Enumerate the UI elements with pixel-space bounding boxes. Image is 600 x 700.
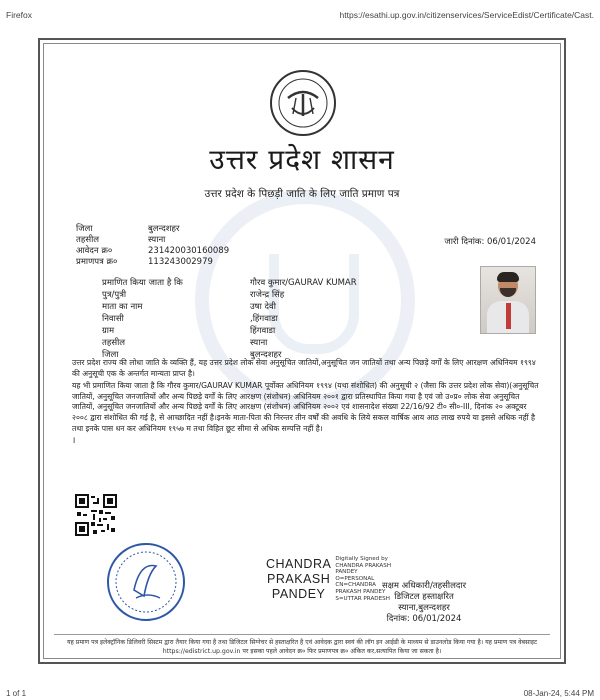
qr-code-icon (75, 494, 117, 536)
meta-label: तहसील (76, 235, 100, 245)
certificate-body (72, 358, 540, 447)
signature-detail-line: S=UTTAR PRADESH (335, 595, 390, 602)
signature-detail-line: PANDEY (335, 569, 358, 576)
person-row (102, 289, 400, 301)
person-details (102, 277, 400, 361)
officer-designation: सक्षम अधिकारी/तहसीलदार (382, 581, 467, 591)
meta-label: प्रमाणपत्र क्र० (76, 257, 118, 267)
person-value: उषा देवी (250, 302, 276, 312)
issuing-officer (382, 581, 466, 625)
certificate-subtitle: उत्तर प्रदेश के पिछड़ी जाति के लिए जाति प्रमाण पत्र (204, 188, 400, 200)
browser-url[interactable]: https://esathi.up.gov.in/citizenservices/ServiceEdist/Certificate/Cast. (339, 10, 594, 20)
signature-detail-line: CHANDRA PRAKASH (335, 562, 392, 569)
person-row (102, 301, 400, 313)
browser-name: Firefox (6, 10, 32, 20)
person-label: प्रमाणित किया जाता है कि (102, 278, 183, 288)
person-label: निवासी (102, 314, 124, 324)
person-label: ग्राम (102, 326, 115, 336)
body-end-mark: । (72, 436, 76, 447)
up-state-emblem-icon (268, 68, 338, 138)
person-label: पुत्र/पुत्री (102, 290, 127, 300)
person-value: स्याना (250, 338, 268, 348)
photo-hair (497, 272, 519, 282)
meta-label: आवेदन क्र० (76, 246, 113, 256)
certificate-frame (38, 38, 566, 664)
body-paragraph-declaration: यह भी प्रमाणित किया जाता है कि गौरव कुमार/GAURAV KUMAR पूर्वोक्त अधिनियम १९९४ (यथा संशोधित) की अनुसूची २ (जैसा कि उत्तर प्रदेश लोक सेवा)(अनुसूचित जातियों, अनुसूचित जनजातियों और अन्य पिछड़े वर्गों के लिए आरक्षण (संशोधन) अधिनियम २००१ द्वारा प्रतिस्थापित किया गया है एवं जो उ०प्र० लोक सेवा अनुसूचित जातियों, अनुसूचित जनजातियों और अन्य पिछड़े वर्गों के लिए आरक्षण (संशोधन) अधिनियम २००२ एवं शासनादेश संख्या 22/16/92 टी० सी०-III, दिनांक २० अक्टूबर २००८ द्वारा संशोधित की गई है, से आच्छादित नहीं है।इनके माता-पिता की निरन्तर तीन वर्षों की अवधि के लिये सकल वार्षिक आय आठ लाख रुपये या इससे अधिक नहीं है तथा इनके पास धन कर अधिनियम १९५७ म तथा विहित छूट सीमा से अधिक सम्पत्ति नहीं है। (72, 381, 539, 433)
application-meta (76, 224, 298, 268)
applicant-photo (480, 266, 536, 334)
signature-detail-line: PRAKASH PANDEY (335, 588, 386, 595)
signature-detail-line: O=PERSONAL (335, 575, 375, 582)
official-seal-icon (104, 540, 188, 624)
signer-name-line: PANDEY (271, 586, 326, 601)
meta-value: स्याना (148, 235, 166, 245)
meta-value: बुलन्दशहर (148, 224, 180, 234)
person-label: माता का नाम (102, 302, 143, 312)
signer-name (266, 557, 331, 602)
officer-signature-type: डिजिटल हस्ताक्षरित (394, 592, 454, 602)
issue-date: जारी दिनांक: 06/01/2024 (444, 237, 536, 247)
meta-row-district (76, 224, 298, 235)
person-row (102, 313, 400, 325)
photo-tie (506, 303, 511, 329)
certificate-title: उत्तर प्रदेश शासन (209, 143, 395, 176)
body-paragraph-caste: उत्तर प्रदेश राज्य की लोधा जाति के व्यक्ति हैं, यह उत्तर प्रदेश लोक सेवा अनुसूचित जातियों,अनुसूचित जन जातियों तथा अन्य पिछड़े वर्गों के लिए आरक्षण अधिनियम १९९४ की अनुसूची एक के अन्तर्गत मान्यता प्राप्त है। (72, 358, 536, 378)
person-label: तहसील (102, 338, 126, 348)
signature-detail-line: Digitally Signed by (335, 556, 388, 562)
signer-name-line: CHANDRA (266, 556, 332, 571)
meta-row-certificate-no (76, 257, 298, 268)
signature-detail-line: CN=CHANDRA (335, 582, 377, 589)
officer-place: स्याना,बुलन्दशहर (398, 603, 450, 613)
meta-label: जिला (76, 224, 93, 234)
person-value: हिंगवाडा (250, 326, 276, 336)
meta-value: 231420030160089 (148, 246, 230, 256)
verification-note: यह प्रमाण पत्र इलेक्ट्रॉनिक डिलिवरी सिस्टम द्वारा तैयार किया गया है तथा डिजिटल सिग्नेचर से हस्ताक्षरित है एवं आवेदक द्वारा स्वयं की लॉग इन आईडी के माध्यम से डाउनलोड किया गया है। यह प्रमाण पत्र वेबसाइट https://edistrict.up.gov.in पर इसका पहले आवेदन क्र० फिर प्रमाणपत्र क्र० अंकित कर,सत्यापित किया जा सकता है। (54, 634, 550, 656)
meta-row-tehsil (76, 235, 298, 246)
signer-name-line: PRAKASH (267, 571, 331, 586)
person-label: जिला (102, 350, 119, 360)
person-value: ,हिंगवाडा (250, 314, 278, 324)
person-value: बुलन्दशहर (250, 350, 282, 360)
person-row (102, 277, 400, 289)
person-row (102, 337, 400, 349)
meta-value: 113243002979 (148, 257, 213, 267)
person-row (102, 325, 400, 337)
officer-date: दिनांक: 06/01/2024 (386, 614, 462, 624)
person-value: राजेन्द्र सिंह (250, 290, 285, 300)
meta-row-application-no (76, 246, 298, 257)
page-count: 1 of 1 (6, 689, 27, 698)
print-datetime: 08-Jan-24, 5:44 PM (523, 689, 594, 698)
person-value: गौरव कुमार/GAURAV KUMAR (250, 278, 357, 288)
